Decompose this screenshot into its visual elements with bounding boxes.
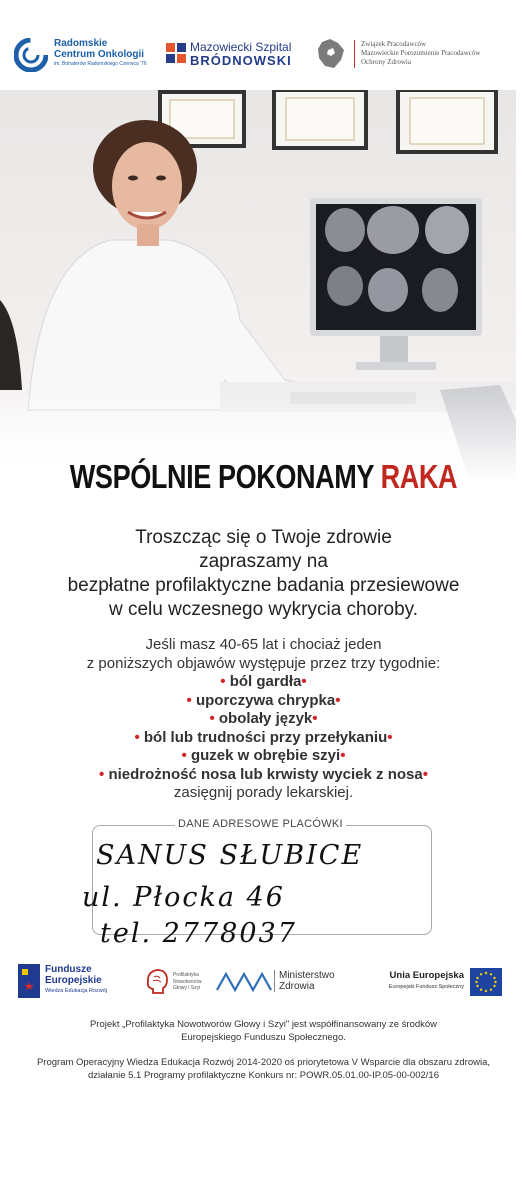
headline-red: RAKA — [380, 458, 458, 495]
mz-line2: Zdrowia — [279, 981, 315, 992]
fe-line1: Fundusze — [45, 964, 92, 975]
mz-line1: Ministerstwo — [279, 970, 335, 981]
mss-square-icon — [177, 43, 186, 52]
symptoms-lead2: z poniższych objawów występuje przez trzy tygodnie: — [86, 654, 441, 672]
zwiazek-pracodawcow-logo — [316, 38, 521, 72]
doctor-photo — [0, 90, 516, 482]
doctor-at-monitor-illustration — [0, 90, 516, 482]
radomskie-centrum-onkologii-logo — [14, 36, 164, 76]
fundusze-europejskie-logo — [18, 962, 128, 1002]
mazowsze-map-icon — [316, 38, 346, 70]
symptom-item: • guzek w obrębie szyi• — [181, 747, 346, 764]
mss-square-icon — [166, 43, 175, 52]
mss-square-icon — [166, 54, 175, 63]
project-info — [0, 1018, 527, 1044]
ue-line2: Europejski Fundusz Społeczny — [388, 984, 464, 990]
unia-europejska-logo — [366, 968, 516, 998]
symptom-item: • obolały język• — [209, 710, 318, 727]
program-line1: Program Operacyjny Wiedza Edukacja Rozwój 2014-2020 oś priorytetowa V Wsparcie dla obszaru zdrowia, — [36, 1057, 491, 1068]
head-profile-icon — [145, 968, 169, 994]
rco-subtitle: im. Bohaterów Radomskiego Czerwca '76 — [54, 61, 147, 67]
handwritten-phone: tel. 2778037 — [100, 918, 297, 949]
rco-emblem-icon — [14, 38, 48, 72]
intro-text — [0, 526, 527, 622]
mazowiecki-szpital-brodnowski-logo — [164, 40, 309, 72]
symptoms-section — [0, 636, 527, 803]
fe-line3: Wiedza Edukacja Rozwój — [45, 988, 108, 994]
intro-line3: bezpłatne profilaktyczne badania przesiewowe — [67, 575, 460, 596]
project-line1: Projekt „Profilaktyka Nowotworów Głowy i Szyi" jest współfinansowany ze środków — [89, 1019, 438, 1030]
program-line2: działanie 5.1 Programy profilaktyczne Konkurs nr: POWR.05.01.00-IP.05-00-002/16 — [88, 1070, 439, 1081]
campaign-headline — [47, 458, 479, 496]
headline-black: WSPÓLNIE POKONAMY — [69, 458, 381, 495]
eu-flag-icon — [470, 968, 502, 996]
handwritten-street: ul. Płocka 46 — [82, 882, 285, 913]
zz-line1: Związek Pracodawców — [361, 40, 427, 48]
intro-line1: Troszcząc się o Twoje zdrowie — [135, 527, 392, 548]
zz-line2: Mazowieckie Porozumienie Pracodawców — [361, 49, 481, 57]
symptom-item: • ból lub trudności przy przełykaniu• — [134, 728, 393, 746]
symptoms-lead1: Jeśli masz 40-65 lat i chociaż jeden — [145, 636, 382, 653]
symptom-item: • ból gardła• — [220, 673, 307, 690]
handwritten-clinic-name: SANUS SŁUBICE — [96, 840, 364, 871]
mss-square-icon — [177, 54, 186, 63]
rco-line1: Radomskie — [54, 38, 108, 49]
program-info — [0, 1056, 527, 1082]
rco-line2: Centrum Onkologii — [54, 49, 144, 60]
profilaktyka-logo — [145, 968, 215, 998]
pnogs-line1: Profilaktyka — [173, 972, 199, 978]
zz-line3: Ochrony Zdrowia — [361, 58, 411, 66]
fe-star-icon — [18, 964, 40, 998]
intro-line4: w celu wczesnego wykrycia choroby. — [108, 599, 419, 620]
symptom-item: • uporczywa chrypka• — [186, 691, 341, 709]
ministerstwo-zdrowia-logo — [216, 966, 346, 998]
pnogs-line2: Nowotworów — [173, 978, 202, 985]
symptom-item: • niedrożność nosa lub krwisty wyciek z nosa• — [99, 765, 428, 783]
symptoms-closing: zasięgnij porady lekarskiej. — [173, 784, 354, 801]
mss-line2: BRÓDNOWSKI — [190, 53, 292, 68]
mz-wave-icon — [216, 970, 272, 992]
address-label: DANE ADRESOWE PLACÓWKI — [175, 818, 346, 830]
fe-line2: Europejskie — [45, 975, 102, 986]
ue-line1: Unia Europejska — [389, 970, 464, 981]
intro-line2: zapraszamy na — [199, 551, 328, 572]
project-line2: Europejskiego Funduszu Społecznego. — [181, 1032, 346, 1043]
mss-line1: Mazowiecki Szpital — [190, 40, 292, 54]
pnogs-line3: Głowy i Szyi — [173, 985, 201, 991]
